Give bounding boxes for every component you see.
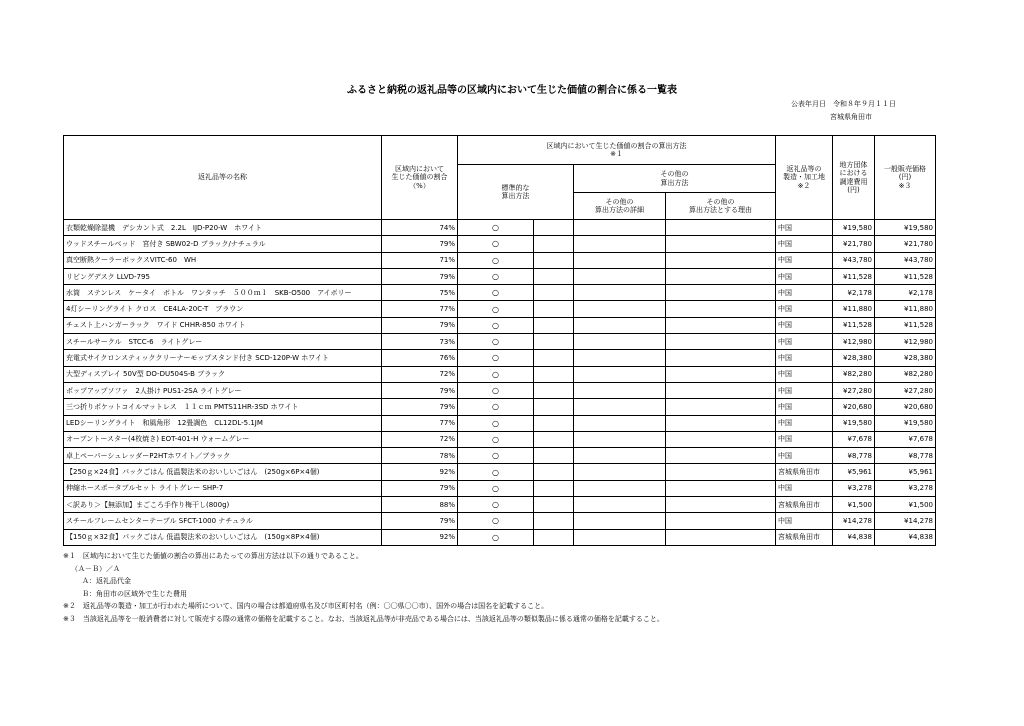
row-ratio-cell: 73% <box>382 334 458 350</box>
row-origin-cell: 中国 <box>776 268 833 284</box>
row-name-cell: 真空断熱クーラーボックスVITC-60 WH <box>64 252 382 268</box>
footnote-line: ※１ 区域内において生じた価値の割合の算出にあたっての算出方法は以下の通りであること。 <box>63 552 363 560</box>
table-row <box>64 301 936 317</box>
row-ratio-cell: 79% <box>382 317 458 333</box>
header-cost: 地方団体 における 調達費用 (円) <box>833 136 875 220</box>
row-standard-method-cell: ○ <box>458 497 534 513</box>
row-price-cell: ¥19,580 <box>875 415 936 431</box>
row-name-cell: 充電式サイクロンスティッククリーナーモップスタンド付き SCD-120P-W ホワイト <box>64 350 382 366</box>
row-blank-cell <box>534 497 574 513</box>
row-standard-method-cell: ○ <box>458 513 534 529</box>
table-row <box>64 399 936 415</box>
row-other-reason-cell <box>666 448 776 464</box>
row-other-reason-cell <box>666 285 776 301</box>
table-row <box>64 220 936 236</box>
row-blank-cell <box>534 252 574 268</box>
row-cost-cell: ¥1,500 <box>833 497 875 513</box>
row-blank-cell <box>534 350 574 366</box>
row-cost-cell: ¥82,280 <box>833 366 875 382</box>
row-blank-cell <box>534 415 574 431</box>
row-other-detail-cell <box>574 317 666 333</box>
table-row <box>64 464 936 480</box>
row-other-reason-cell <box>666 317 776 333</box>
row-name-cell: 【250ｇ×24食】パックごはん 低温製法米のおいしいごはん (250g×6P×4個) <box>64 464 382 480</box>
row-other-detail-cell <box>574 431 666 447</box>
row-other-detail-cell <box>574 268 666 284</box>
row-origin-cell: 中国 <box>776 236 833 252</box>
row-ratio-cell: 75% <box>382 285 458 301</box>
row-blank-cell <box>534 382 574 398</box>
row-ratio-cell: 74% <box>382 220 458 236</box>
row-cost-cell: ¥20,680 <box>833 399 875 415</box>
row-other-reason-cell <box>666 399 776 415</box>
row-other-detail-cell <box>574 529 666 545</box>
row-other-detail-cell <box>574 415 666 431</box>
row-standard-method-cell: ○ <box>458 464 534 480</box>
row-origin-cell: 中国 <box>776 480 833 496</box>
row-cost-cell: ¥4,838 <box>833 529 875 545</box>
row-other-detail-cell <box>574 301 666 317</box>
publish-date: 公表年月日 令和８年９月１１日 <box>791 100 896 108</box>
row-ratio-cell: 92% <box>382 529 458 545</box>
row-name-cell: 伸縮ホースポータブルセット ライトグレー SHP-7 <box>64 480 382 496</box>
row-other-detail-cell <box>574 285 666 301</box>
header-price: 一般販売価格 (円) ※３ <box>875 136 936 220</box>
table-row <box>64 480 936 496</box>
row-other-detail-cell <box>574 513 666 529</box>
row-other-reason-cell <box>666 529 776 545</box>
footnote-line: （Ａ－Ｂ）／Ａ <box>71 564 120 573</box>
row-other-reason-cell <box>666 464 776 480</box>
table-row <box>64 268 936 284</box>
row-ratio-cell: 71% <box>382 252 458 268</box>
row-ratio-cell: 77% <box>382 415 458 431</box>
footnote-line: Ｂ：角田市の区域外で生じた費用 <box>82 589 187 598</box>
row-blank-cell <box>534 513 574 529</box>
row-price-cell: ¥27,280 <box>875 382 936 398</box>
table-row <box>64 285 936 301</box>
header-ratio: 区域内において 生じた価値の割合 （%） <box>382 136 458 220</box>
row-ratio-cell: 79% <box>382 399 458 415</box>
row-ratio-cell: 72% <box>382 366 458 382</box>
row-ratio-cell: 78% <box>382 448 458 464</box>
row-ratio-cell: 79% <box>382 382 458 398</box>
row-blank-cell <box>534 301 574 317</box>
row-blank-cell <box>534 464 574 480</box>
row-other-detail-cell <box>574 334 666 350</box>
row-name-cell: 4灯シーリングライト クロス CE4LA-20C-T ブラウン <box>64 301 382 317</box>
row-price-cell: ¥14,278 <box>875 513 936 529</box>
row-ratio-cell: 76% <box>382 350 458 366</box>
table-row <box>64 236 936 252</box>
row-origin-cell: 中国 <box>776 399 833 415</box>
row-other-reason-cell <box>666 301 776 317</box>
footnote-line: Ａ：返礼品代金 <box>82 577 131 585</box>
row-cost-cell: ¥11,528 <box>833 268 875 284</box>
row-origin-cell: 中国 <box>776 513 833 529</box>
row-name-cell: LEDシーリングライト 和風角形 12畳調色 CL12DL-5.1JM <box>64 415 382 431</box>
row-cost-cell: ¥8,778 <box>833 448 875 464</box>
row-origin-cell: 宮城県角田市 <box>776 529 833 545</box>
row-cost-cell: ¥2,178 <box>833 285 875 301</box>
row-name-cell: スチールサークル STCC-6 ライトグレー <box>64 334 382 350</box>
row-cost-cell: ¥43,780 <box>833 252 875 268</box>
footnote-line: ※３ 当該返礼品等を一般消費者に対して販売する際の通常の価格を記載すること。なお、当該返礼品等が非売品である場合には、当該返礼品等の類似製品に係る通常の価格を記載すること。 <box>63 614 664 623</box>
row-name-cell: 水筒 ステンレス ケータイ ボトル ワンタッチ ５００ｍｌ SKB-O500 アイボリー <box>64 285 382 301</box>
row-other-reason-cell <box>666 366 776 382</box>
row-price-cell: ¥82,280 <box>875 366 936 382</box>
row-ratio-cell: 88% <box>382 497 458 513</box>
row-standard-method-cell: ○ <box>458 529 534 545</box>
table-row <box>64 415 936 431</box>
row-name-cell: ポップアップソファ 2人掛け PUS1-2SA ライトグレー <box>64 382 382 398</box>
row-blank-cell <box>534 399 574 415</box>
row-blank-cell <box>534 529 574 545</box>
row-name-cell: 大型ディスプレイ 50V型 DO-DU504S-B ブラック <box>64 366 382 382</box>
row-cost-cell: ¥19,580 <box>833 415 875 431</box>
row-name-cell: ウッドスチールベッド 宮付き SBW02-D ブラック/ナチュラル <box>64 236 382 252</box>
row-name-cell: 三つ折りポケットコイルマットレス １１ｃｍ PMTS11HR-3SD ホワイト <box>64 399 382 415</box>
row-origin-cell: 中国 <box>776 317 833 333</box>
header-standard: 標準的な 算出方法 <box>458 165 574 220</box>
header-origin: 返礼品等の 製造・加工地 ※２ <box>776 136 833 220</box>
row-origin-cell: 中国 <box>776 382 833 398</box>
row-name-cell: 卓上ペーパーシュレッダーP2HTホワイト／ブラック <box>64 448 382 464</box>
row-ratio-cell: 79% <box>382 268 458 284</box>
row-other-detail-cell <box>574 464 666 480</box>
row-price-cell: ¥4,838 <box>875 529 936 545</box>
row-blank-cell <box>534 317 574 333</box>
row-price-cell: ¥2,178 <box>875 285 936 301</box>
row-origin-cell: 宮城県角田市 <box>776 464 833 480</box>
row-cost-cell: ¥27,280 <box>833 382 875 398</box>
table-row <box>64 529 936 545</box>
table-row <box>64 431 936 447</box>
row-other-detail-cell <box>574 252 666 268</box>
row-standard-method-cell: ○ <box>458 448 534 464</box>
row-other-reason-cell <box>666 497 776 513</box>
row-price-cell: ¥11,528 <box>875 317 936 333</box>
header-other-group: その他の 算出方法 <box>574 165 776 193</box>
footnotes <box>63 550 664 625</box>
row-price-cell: ¥20,680 <box>875 399 936 415</box>
table-row <box>64 513 936 529</box>
row-price-cell: ¥3,278 <box>875 480 936 496</box>
table-row <box>64 350 936 366</box>
row-origin-cell: 中国 <box>776 415 833 431</box>
row-standard-method-cell: ○ <box>458 220 534 236</box>
row-standard-method-cell: ○ <box>458 285 534 301</box>
row-price-cell: ¥43,780 <box>875 252 936 268</box>
row-other-reason-cell <box>666 382 776 398</box>
row-cost-cell: ¥12,980 <box>833 334 875 350</box>
header-method-group: 区域内において生じた価値の割合の算出方法 ※１ <box>458 136 776 165</box>
row-other-detail-cell <box>574 497 666 513</box>
row-ratio-cell: 79% <box>382 513 458 529</box>
row-other-reason-cell <box>666 268 776 284</box>
row-standard-method-cell: ○ <box>458 399 534 415</box>
row-price-cell: ¥19,580 <box>875 220 936 236</box>
row-other-reason-cell <box>666 350 776 366</box>
row-blank-cell <box>534 431 574 447</box>
row-other-detail-cell <box>574 382 666 398</box>
row-standard-method-cell: ○ <box>458 268 534 284</box>
row-standard-method-cell: ○ <box>458 334 534 350</box>
row-cost-cell: ¥11,528 <box>833 317 875 333</box>
row-name-cell: スチールフレームセンターテーブル SFCT-1000 ナチュラル <box>64 513 382 529</box>
row-standard-method-cell: ○ <box>458 431 534 447</box>
row-other-reason-cell <box>666 252 776 268</box>
row-blank-cell <box>534 285 574 301</box>
row-standard-method-cell: ○ <box>458 236 534 252</box>
table-row <box>64 497 936 513</box>
row-origin-cell: 中国 <box>776 301 833 317</box>
row-cost-cell: ¥5,961 <box>833 464 875 480</box>
row-standard-method-cell: ○ <box>458 301 534 317</box>
document-title: ふるさと納税の返礼品等の区域内において生じた価値の割合に係る一覧表 <box>347 85 677 96</box>
row-name-cell: チェスト上ハンガーラック ワイド CHHR-850 ホワイト <box>64 317 382 333</box>
row-blank-cell <box>534 480 574 496</box>
row-name-cell: 衣類乾燥除湿機 デシカント式 2.2L IJD-P20-W ホワイト <box>64 220 382 236</box>
row-blank-cell <box>534 448 574 464</box>
table-row <box>64 334 936 350</box>
row-blank-cell <box>534 268 574 284</box>
row-cost-cell: ¥14,278 <box>833 513 875 529</box>
row-other-detail-cell <box>574 399 666 415</box>
row-name-cell: 【150ｇ×32食】パックごはん 低温製法米のおいしいごはん (150g×8P×4個) <box>64 529 382 545</box>
row-blank-cell <box>534 220 574 236</box>
row-origin-cell: 中国 <box>776 334 833 350</box>
footnote-line: ※２ 返礼品等の製造・加工が行われた場所について、国内の場合は都道府県名及び市区町村名（例：〇〇県〇〇市）、国外の場合は国名を記載すること。 <box>63 602 549 610</box>
row-other-reason-cell <box>666 513 776 529</box>
row-ratio-cell: 79% <box>382 236 458 252</box>
row-origin-cell: 中国 <box>776 448 833 464</box>
row-price-cell: ¥28,380 <box>875 350 936 366</box>
row-cost-cell: ¥19,580 <box>833 220 875 236</box>
row-other-detail-cell <box>574 366 666 382</box>
row-price-cell: ¥8,778 <box>875 448 936 464</box>
row-origin-cell: 中国 <box>776 252 833 268</box>
row-ratio-cell: 92% <box>382 464 458 480</box>
row-origin-cell: 中国 <box>776 285 833 301</box>
row-other-reason-cell <box>666 220 776 236</box>
row-price-cell: ¥11,528 <box>875 268 936 284</box>
header-other-detail: その他の 算出方法の詳細 <box>574 193 666 220</box>
row-other-detail-cell <box>574 236 666 252</box>
row-cost-cell: ¥7,678 <box>833 431 875 447</box>
row-other-reason-cell <box>666 431 776 447</box>
row-other-reason-cell <box>666 236 776 252</box>
row-ratio-cell: 72% <box>382 431 458 447</box>
row-origin-cell: 中国 <box>776 350 833 366</box>
row-standard-method-cell: ○ <box>458 252 534 268</box>
return-gift-table <box>63 135 936 546</box>
row-cost-cell: ¥3,278 <box>833 480 875 496</box>
row-standard-method-cell: ○ <box>458 350 534 366</box>
row-price-cell: ¥5,961 <box>875 464 936 480</box>
row-other-reason-cell <box>666 334 776 350</box>
row-other-detail-cell <box>574 480 666 496</box>
organization-name: 宮城県角田市 <box>830 113 872 121</box>
row-other-reason-cell <box>666 415 776 431</box>
table-row <box>64 448 936 464</box>
row-origin-cell: 中国 <box>776 220 833 236</box>
row-price-cell: ¥1,500 <box>875 497 936 513</box>
row-origin-cell: 中国 <box>776 366 833 382</box>
row-blank-cell <box>534 334 574 350</box>
row-standard-method-cell: ○ <box>458 382 534 398</box>
row-other-detail-cell <box>574 220 666 236</box>
row-cost-cell: ¥21,780 <box>833 236 875 252</box>
row-cost-cell: ¥28,380 <box>833 350 875 366</box>
header-other-reason: その他の 算出方法とする理由 <box>666 193 776 220</box>
row-name-cell: リビングデスク LLVD-795 <box>64 268 382 284</box>
row-ratio-cell: 79% <box>382 480 458 496</box>
table-row <box>64 366 936 382</box>
row-other-detail-cell <box>574 448 666 464</box>
table-row <box>64 317 936 333</box>
row-name-cell: ＜訳あり＞【無添加】まごころ手作り梅干し(800g) <box>64 497 382 513</box>
row-price-cell: ¥12,980 <box>875 334 936 350</box>
row-standard-method-cell: ○ <box>458 480 534 496</box>
row-price-cell: ¥7,678 <box>875 431 936 447</box>
row-origin-cell: 中国 <box>776 431 833 447</box>
row-name-cell: オーブントースター(4枚焼き) EOT-401-H ウォームグレー <box>64 431 382 447</box>
table-row <box>64 252 936 268</box>
row-blank-cell <box>534 366 574 382</box>
row-standard-method-cell: ○ <box>458 317 534 333</box>
header-name: 返礼品等の名称 <box>64 136 382 220</box>
row-ratio-cell: 77% <box>382 301 458 317</box>
row-blank-cell <box>534 236 574 252</box>
row-standard-method-cell: ○ <box>458 415 534 431</box>
row-other-detail-cell <box>574 350 666 366</box>
row-standard-method-cell: ○ <box>458 366 534 382</box>
row-price-cell: ¥21,780 <box>875 236 936 252</box>
row-cost-cell: ¥11,880 <box>833 301 875 317</box>
table-row <box>64 382 936 398</box>
row-other-reason-cell <box>666 480 776 496</box>
row-origin-cell: 宮城県角田市 <box>776 497 833 513</box>
row-price-cell: ¥11,880 <box>875 301 936 317</box>
